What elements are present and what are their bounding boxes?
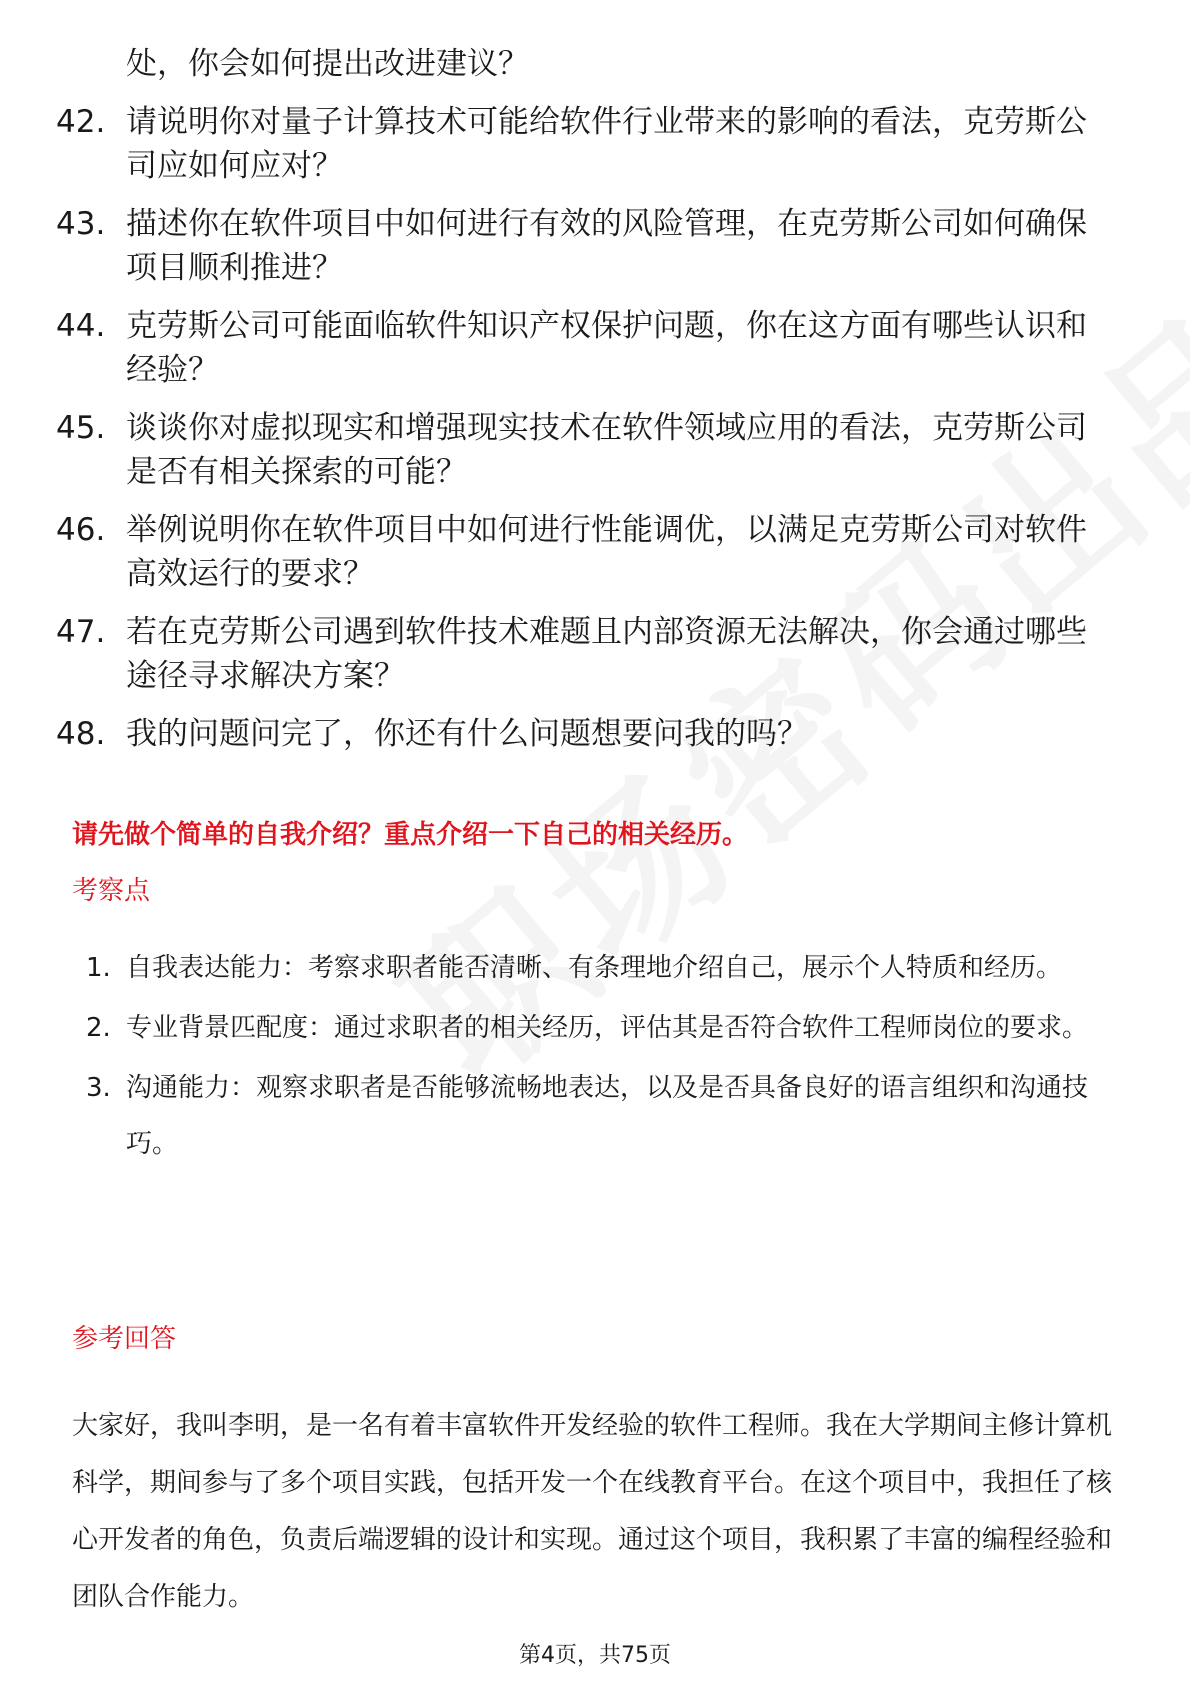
question-item	[0, 406, 1190, 494]
examine-points-list	[0, 940, 1190, 1176]
question-number: 43.	[56, 206, 106, 242]
point-number: 2.	[86, 1013, 111, 1043]
question-item	[0, 610, 1190, 698]
list-item	[0, 1060, 1190, 1172]
question-text: 描述你在软件项目中如何进行有效的风险管理，在克劳斯公司如何确保项目顺利推进？	[126, 206, 1087, 286]
question-item	[0, 304, 1190, 392]
answer-paragraph: 大家好，我叫李明，是一名有着丰富软件开发经验的软件工程师。我在大学期间主修计算机科学，期间参与了多个项目实践，包括开发一个在线教育平台。在这个项目中，我担任了核心开发者的角色，负责后端逻辑的设计和实现。通过这个项目，我积累了丰富的编程经验和团队合作能力。	[72, 1411, 1113, 1612]
question-item	[0, 508, 1190, 596]
question-text: 若在克劳斯公司遇到软件技术难题且内部资源无法解决，你会通过哪些途径寻求解决方案？	[126, 614, 1087, 694]
question-number: 45.	[56, 410, 106, 446]
question-item	[0, 712, 1190, 756]
question-number: 47.	[56, 614, 106, 650]
section-heading-examine: 考察点	[72, 876, 151, 906]
point-text: 自我表达能力：考察求职者能否清晰、有条理地介绍自己，展示个人特质和经历。	[126, 953, 1063, 983]
question-text: 谈谈你对虚拟现实和增强现实技术在软件领域应用的看法，克劳斯公司是否有相关探索的可能？	[126, 410, 1087, 490]
list-item	[0, 940, 1190, 996]
question-text: 克劳斯公司可能面临软件知识产权保护问题，你在这方面有哪些认识和经验？	[126, 308, 1087, 388]
question-list	[0, 42, 1190, 770]
question-item	[0, 42, 1190, 86]
point-text: 沟通能力：观察求职者是否能够流畅地表达，以及是否具备良好的语言组织和沟通技巧。	[126, 1073, 1089, 1159]
question-number: 42.	[56, 104, 106, 140]
highlight-question: 请先做个简单的自我介绍？重点介绍一下自己的相关经历。	[72, 820, 749, 850]
page-footer: 第4页，共75页	[519, 1643, 671, 1668]
question-text: 举例说明你在软件项目中如何进行性能调优，以满足克劳斯公司对软件高效运行的要求？	[126, 512, 1087, 592]
point-number: 3.	[86, 1073, 111, 1103]
point-text: 专业背景匹配度：通过求职者的相关经历，评估其是否符合软件工程师岗位的要求。	[126, 1013, 1089, 1043]
question-number: 44.	[56, 308, 106, 344]
question-item	[0, 202, 1190, 290]
question-number: 48.	[56, 716, 106, 752]
question-text: 请说明你对量子计算技术可能给软件行业带来的影响的看法，克劳斯公司应如何应对？	[126, 104, 1087, 184]
section-heading-answer: 参考回答	[72, 1324, 177, 1354]
question-number: 46.	[56, 512, 106, 548]
question-item	[0, 100, 1190, 188]
question-text: 处，你会如何提出改进建议？	[126, 46, 529, 82]
question-text: 我的问题问完了，你还有什么问题想要问我的吗？	[126, 716, 808, 752]
list-item	[0, 1000, 1190, 1056]
point-number: 1.	[86, 953, 111, 983]
